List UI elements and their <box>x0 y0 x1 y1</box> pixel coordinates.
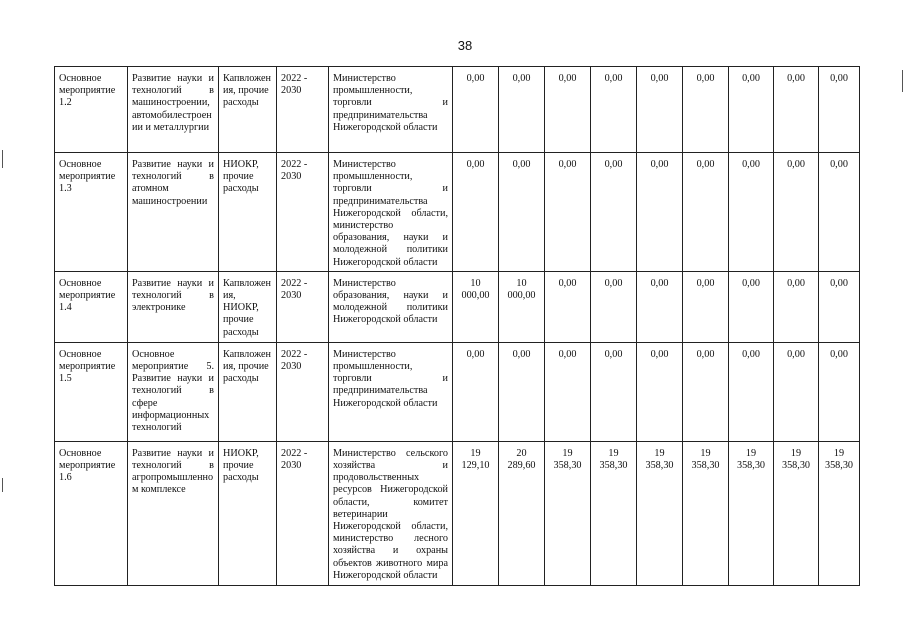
period: 2022 - 2030 <box>277 67 329 153</box>
value-cell: 10 000,00 <box>453 271 499 342</box>
value-cell: 0,00 <box>545 342 591 441</box>
value-cell: 0,00 <box>591 153 637 272</box>
value-cell: 0,00 <box>683 271 729 342</box>
value-cell: 0,00 <box>683 153 729 272</box>
value-cell: 0,00 <box>545 67 591 153</box>
value-cell: 20 289,60 <box>499 441 545 585</box>
value-cell: 0,00 <box>499 342 545 441</box>
value-cell: 0,00 <box>819 153 860 272</box>
value-cell: 19 129,10 <box>453 441 499 585</box>
value-cell: 0,00 <box>774 342 819 441</box>
value-cell: 0,00 <box>499 153 545 272</box>
value-cell: 0,00 <box>683 67 729 153</box>
table-row <box>55 342 860 441</box>
period: 2022 - 2030 <box>277 271 329 342</box>
value-cell: 0,00 <box>453 153 499 272</box>
executor: Министерство промышленности, торговли и предпринимательства Нижегородской области <box>329 67 453 153</box>
value-cell: 0,00 <box>637 153 683 272</box>
funding-type: Капвложения, НИОКР, прочие расходы <box>219 271 277 342</box>
scan-mark <box>902 70 903 92</box>
funding-type: НИОКР, прочие расходы <box>219 441 277 585</box>
value-cell: 19 358,30 <box>545 441 591 585</box>
value-cell: 0,00 <box>545 271 591 342</box>
value-cell: 10 000,00 <box>499 271 545 342</box>
executor: Министерство сельского хозяйства и продовольственных ресурсов Нижегородской области, комитет ветеринарии Нижегородской области, министерство лесного хозяйства и охраны объектов животного мира Нижегородской области <box>329 441 453 585</box>
value-cell: 0,00 <box>729 271 774 342</box>
table-body <box>55 67 860 586</box>
value-cell: 0,00 <box>774 271 819 342</box>
value-cell: 0,00 <box>729 342 774 441</box>
scan-mark <box>2 150 3 168</box>
value-cell: 0,00 <box>774 153 819 272</box>
period: 2022 - 2030 <box>277 441 329 585</box>
executor: Министерство промышленности, торговли и предпринимательства Нижегородской области, министерство образования, науки и молодежной политики Нижегородской области <box>329 153 453 272</box>
value-cell: 0,00 <box>637 342 683 441</box>
value-cell: 0,00 <box>591 67 637 153</box>
value-cell: 0,00 <box>545 153 591 272</box>
value-cell: 0,00 <box>819 342 860 441</box>
activity-name: Развитие науки и технологий в атомном машиностроении <box>128 153 219 272</box>
table-row <box>55 271 860 342</box>
value-cell: 0,00 <box>774 67 819 153</box>
value-cell: 19 358,30 <box>819 441 860 585</box>
value-cell: 19 358,30 <box>729 441 774 585</box>
value-cell: 0,00 <box>591 271 637 342</box>
value-cell: 19 358,30 <box>774 441 819 585</box>
table-row <box>55 441 860 585</box>
activity-code: Основное мероприятие 1.5 <box>55 342 128 441</box>
activity-code: Основное мероприятие 1.4 <box>55 271 128 342</box>
activity-name: Развитие науки и технологий в электронике <box>128 271 219 342</box>
value-cell: 0,00 <box>499 67 545 153</box>
value-cell: 0,00 <box>729 67 774 153</box>
value-cell: 19 358,30 <box>591 441 637 585</box>
activity-name: Развитие науки и технологий в агропромышленном комплексе <box>128 441 219 585</box>
budget-table <box>54 66 860 586</box>
activity-code: Основное мероприятие 1.3 <box>55 153 128 272</box>
table-row <box>55 67 860 153</box>
funding-type: НИОКР, прочие расходы <box>219 153 277 272</box>
value-cell: 0,00 <box>683 342 729 441</box>
period: 2022 - 2030 <box>277 342 329 441</box>
value-cell: 0,00 <box>637 67 683 153</box>
funding-type: Капвложения, прочие расходы <box>219 67 277 153</box>
period: 2022 - 2030 <box>277 153 329 272</box>
value-cell: 0,00 <box>591 342 637 441</box>
value-cell: 0,00 <box>637 271 683 342</box>
value-cell: 0,00 <box>819 271 860 342</box>
activity-name: Развитие науки и технологий в машиностроении, автомобилестроении и металлургии <box>128 67 219 153</box>
activity-code: Основное мероприятие 1.6 <box>55 441 128 585</box>
executor: Министерство образования, науки и молодежной политики Нижегородской области <box>329 271 453 342</box>
executor: Министерство промышленности, торговли и предпринимательства Нижегородской области <box>329 342 453 441</box>
value-cell: 0,00 <box>819 67 860 153</box>
table-row <box>55 153 860 272</box>
value-cell: 0,00 <box>453 67 499 153</box>
activity-name: Основное мероприятие 5. Развитие науки и технологий в сфере информационных технологий <box>128 342 219 441</box>
scan-mark <box>2 478 3 492</box>
value-cell: 0,00 <box>729 153 774 272</box>
activity-code: Основное мероприятие 1.2 <box>55 67 128 153</box>
funding-type: Капвложения, прочие расходы <box>219 342 277 441</box>
value-cell: 0,00 <box>453 342 499 441</box>
value-cell: 19 358,30 <box>637 441 683 585</box>
page-number: 38 <box>457 38 473 53</box>
value-cell: 19 358,30 <box>683 441 729 585</box>
